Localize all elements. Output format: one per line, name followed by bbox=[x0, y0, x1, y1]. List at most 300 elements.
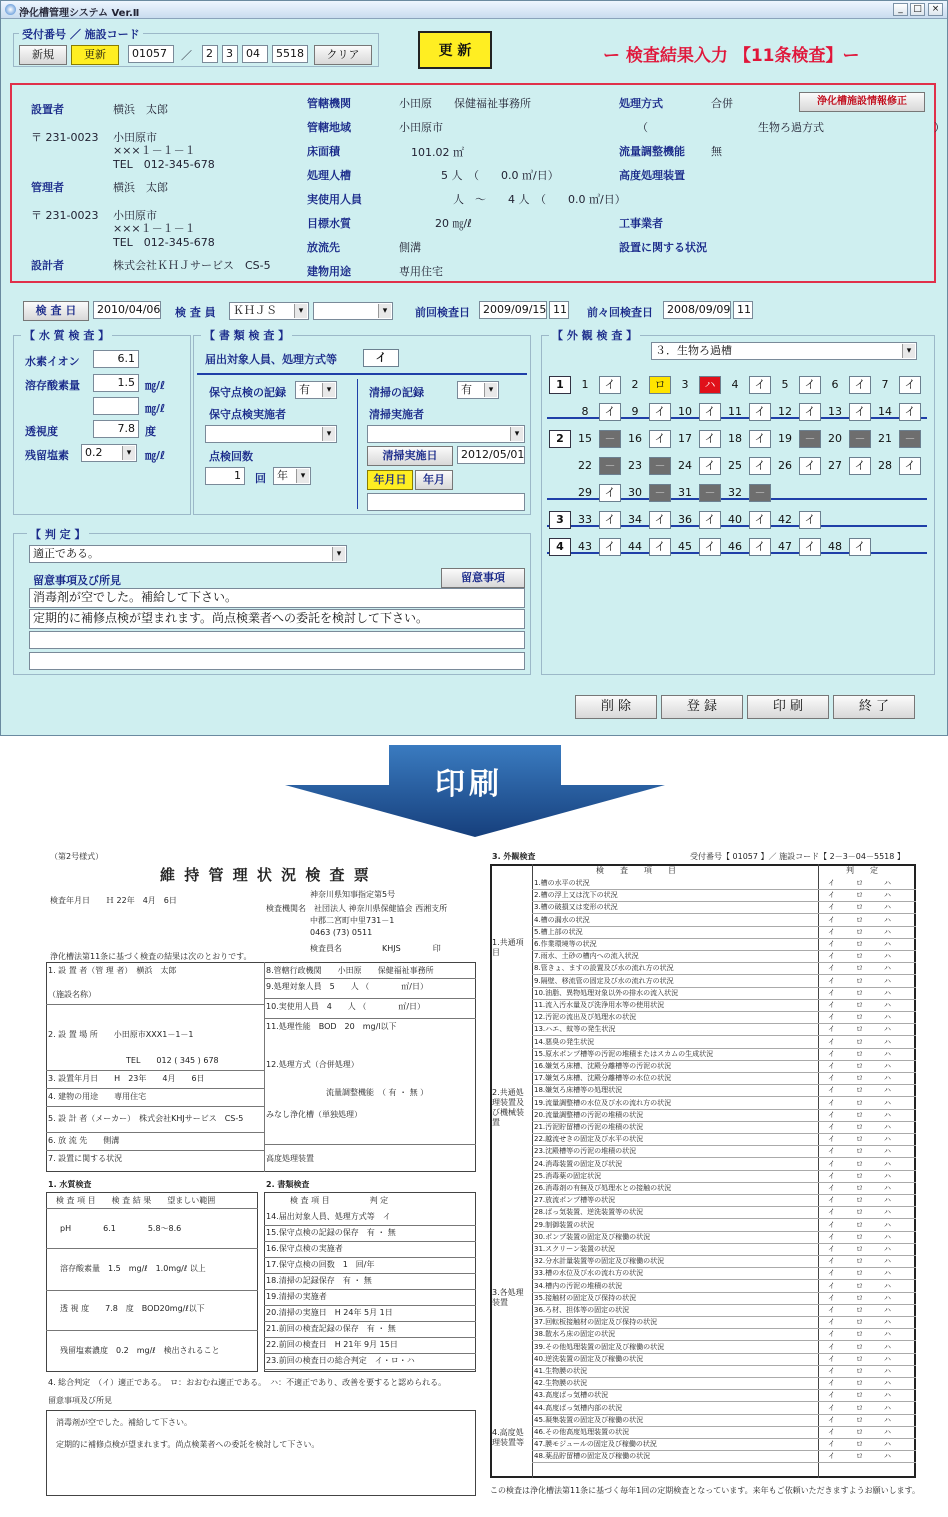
report-r5: 3. 設置年月日 H 23年 4月 6日 bbox=[48, 1074, 205, 1083]
report-vis-item: 24.消毒装置の固定及び状況 bbox=[534, 1159, 623, 1168]
visual-item-judge[interactable]: イ bbox=[699, 457, 721, 475]
outlet-value: 側溝 bbox=[399, 241, 421, 254]
agency-label: 管轄機関 bbox=[307, 97, 351, 110]
do2-input[interactable] bbox=[93, 397, 139, 415]
modify-facility-button[interactable]: 浄化槽施設情報修正 bbox=[799, 92, 925, 112]
reception-label: 受付番号 ／ 施設コード bbox=[19, 26, 143, 42]
report-vis-item: 22.越流せきの固定及び水平の状況 bbox=[534, 1135, 644, 1144]
target-quality-value: 20 ㎎/ℓ bbox=[435, 217, 472, 230]
report-vis-item: 2.槽の浮上又は沈下の状況 bbox=[534, 891, 618, 900]
visual-item-judge[interactable]: イ bbox=[899, 457, 921, 475]
close-icon[interactable]: × bbox=[928, 3, 943, 16]
actual-users-value: 人 ～ 4 人 （ 0.0 ㎥/日） bbox=[453, 193, 626, 206]
visual-item-judge[interactable]: イ bbox=[649, 538, 671, 556]
report-vis-item: 42.生物膜の状況 bbox=[534, 1379, 588, 1388]
visual-item-judge[interactable]: イ bbox=[849, 538, 871, 556]
visual-item-number: 28 bbox=[878, 459, 892, 472]
report-vis-judge: イ ロ ハ bbox=[828, 1391, 891, 1400]
visual-title: 【 外 観 検 査 】 bbox=[549, 327, 640, 343]
visual-item-number: 19 bbox=[778, 432, 792, 445]
report-line bbox=[264, 1241, 476, 1242]
inspector-select[interactable]: ＫＨＪＳ ▾ bbox=[229, 302, 309, 320]
report-vis-item: 5.槽上部の状況 bbox=[534, 927, 583, 936]
visual-item-judge[interactable]: － bbox=[699, 484, 721, 502]
exit-button[interactable]: 終 了 bbox=[833, 695, 915, 719]
visual-item-number: 18 bbox=[728, 432, 742, 445]
visual-item-number: 31 bbox=[678, 486, 692, 499]
advanced-label: 高度処理装置 bbox=[619, 169, 685, 182]
report-vis-col2 bbox=[818, 864, 819, 1478]
code-field-4[interactable]: 5518 bbox=[272, 45, 308, 63]
report-vis-item: 8.管きょ、ますの設置及び水の流れ方の状況 bbox=[534, 964, 674, 973]
report-vis-item: 39.その他処理装置の固定及び稼働の状況 bbox=[534, 1342, 665, 1351]
report-vis-item: 30.ポンプ装置の固定及び稼働の状況 bbox=[534, 1232, 651, 1241]
do-input[interactable]: 1.5 bbox=[93, 374, 139, 392]
code-field-2[interactable]: 3 bbox=[222, 45, 238, 63]
report-vis-judge: イ ロ ハ bbox=[828, 1367, 891, 1375]
report-r3: 2. 設 置 場 所 小田原市XXX1－1－1 bbox=[48, 1030, 194, 1039]
report-line bbox=[46, 1150, 264, 1151]
report-dc-header: 検 査 項 目 判 定 bbox=[290, 1196, 389, 1205]
report-inspector: 検査員名 KHJS 印 bbox=[310, 944, 441, 953]
code-field-1[interactable]: 2 bbox=[202, 45, 218, 63]
inspection-date-input[interactable]: 2010/04/06 bbox=[93, 301, 161, 319]
clarity-label: 透視度 bbox=[25, 425, 58, 438]
method-detail: （ 生物ろ過方式 ） bbox=[637, 121, 945, 134]
visual-item-number: 48 bbox=[828, 540, 842, 553]
visual-item-number: 20 bbox=[828, 432, 842, 445]
report-vis-judge: イ ロ ハ bbox=[828, 1354, 891, 1363]
report-line bbox=[46, 1330, 258, 1331]
report-wq-header: 検 査 項 目 検 査 結 果 望ましい範囲 bbox=[56, 1196, 216, 1205]
report-notes-label: 留意事項及び所見 bbox=[48, 1396, 112, 1405]
visual-item-judge[interactable]: イ bbox=[599, 403, 621, 421]
notify-label: 届出対象人員、処理方式等 bbox=[205, 353, 337, 366]
delete-button[interactable]: 削 除 bbox=[575, 695, 657, 719]
report-vis-col1 bbox=[532, 864, 533, 1478]
report-dc-row: 14.届出対象人員、処理方式等 イ bbox=[266, 1212, 391, 1221]
clean-date-input[interactable]: 2012/05/01 bbox=[457, 446, 525, 464]
visual-item-judge[interactable]: イ bbox=[749, 457, 771, 475]
visual-item-number: 8 bbox=[581, 405, 589, 418]
report-dc-row: 23.前回の検査日の総合判定 イ・ロ・ハ bbox=[266, 1356, 415, 1365]
visual-item-judge[interactable]: － bbox=[799, 430, 821, 448]
installer-label: 設置者 bbox=[31, 103, 64, 116]
report-vis-item: 15.原水ポンプ槽等の汚泥の堆積またはスカムの生成状況 bbox=[534, 1049, 714, 1058]
designer-label: 設計者 bbox=[31, 259, 64, 272]
clear-button[interactable]: クリア bbox=[314, 45, 372, 65]
maint-count-input[interactable]: 1 bbox=[205, 467, 245, 485]
visual-item-number: 6 bbox=[831, 378, 839, 391]
report-vis-item: 40.逆洗装置の固定及び稼働の状況 bbox=[534, 1354, 644, 1363]
do2-unit: ㎎/ℓ bbox=[145, 402, 166, 415]
report-line bbox=[46, 1132, 264, 1133]
maint-count-period-select[interactable]: 年 ▾ bbox=[273, 467, 311, 485]
report-r4: TEL 012 ( 345 ) 678 bbox=[126, 1056, 219, 1065]
report-vis-judge: イ ロ ハ bbox=[828, 1281, 891, 1290]
report-wq-table bbox=[46, 1192, 258, 1372]
visual-item-judge[interactable]: イ bbox=[849, 457, 871, 475]
capacity-value: 5 人 （ 0.0 ㎥/日） bbox=[441, 169, 559, 182]
report-vis-item: 21.汚泥貯留槽の汚泥の堆積の状況 bbox=[534, 1123, 644, 1131]
report-vis-judge: イ ロ ハ bbox=[828, 1074, 891, 1083]
report-vis-item: 1.槽の水平の状況 bbox=[534, 879, 590, 887]
ymd-button[interactable]: 年月日 bbox=[367, 470, 413, 490]
report-vis-h2: 判 定 bbox=[846, 866, 878, 875]
prev2-date: 2008/09/09 bbox=[663, 301, 731, 319]
installer-address-2: ×××１－１－１ bbox=[113, 144, 196, 157]
report-vis-judge: イ ロ ハ bbox=[828, 976, 891, 985]
report-vis-judge: イ ロ ハ bbox=[828, 1049, 891, 1058]
visual-row-label: 4 bbox=[549, 538, 571, 556]
visual-item-number: 32 bbox=[728, 486, 742, 499]
building-use-value: 専用住宅 bbox=[399, 265, 443, 278]
report-r7: 5. 設 計 者（メーカー） 株式会社KHJサービス CS-5 bbox=[48, 1114, 244, 1123]
report-line bbox=[264, 1225, 476, 1226]
clarity-input[interactable]: 7.8 bbox=[93, 420, 139, 438]
report-vis-item: 6.作業環境等の状況 bbox=[534, 940, 597, 948]
report-vis-item: 34.槽内の汚泥の堆積の状況 bbox=[534, 1281, 623, 1290]
visual-item-judge[interactable]: イ bbox=[599, 376, 621, 394]
report-vis-g4: 4.高度処理装置等 bbox=[492, 1428, 524, 1447]
clean-inspector-label: 清掃実施者 bbox=[369, 408, 424, 421]
visual-item-number: 24 bbox=[678, 459, 692, 472]
report-m1: 8.管轄行政機関 小田原 保健福祉事務所 bbox=[266, 966, 434, 975]
report-vis-judge: イ ロ ハ bbox=[828, 1220, 891, 1229]
report-vis-judge: イ ロ ハ bbox=[828, 903, 891, 912]
report-vis-item: 35.接触材の固定及び保持の状況 bbox=[534, 1293, 637, 1302]
visual-item-number: 33 bbox=[578, 513, 592, 526]
visual-item-number: 40 bbox=[728, 513, 742, 526]
manager-label: 管理者 bbox=[31, 181, 64, 194]
report-line bbox=[46, 1070, 264, 1071]
new-button[interactable]: 新規 bbox=[19, 45, 67, 65]
report-dc-row: 17.保守点検の回数 1 回/年 bbox=[266, 1260, 375, 1269]
report-foot: この検査は浄化槽法第11条に基づく毎年1回の定期検査となっています。来年もご依頼いただきますようお願いします。 bbox=[490, 1486, 920, 1495]
visual-item-judge[interactable]: イ bbox=[899, 376, 921, 394]
agency-value: 小田原 保健福祉事務所 bbox=[399, 97, 531, 110]
report-vis-item: 3.槽の破損又は変形の状況 bbox=[534, 903, 618, 912]
app-icon bbox=[5, 4, 16, 15]
visual-item-judge[interactable]: イ bbox=[699, 403, 721, 421]
manager-zip: 〒 231-0023 bbox=[31, 209, 99, 222]
flow-label: 流量調整機能 bbox=[619, 145, 685, 158]
visual-item-judge[interactable]: － bbox=[899, 430, 921, 448]
docs-vdivider bbox=[357, 379, 358, 509]
report-vis-item: 33.槽の水位及び水の流れ方の状況 bbox=[534, 1269, 644, 1278]
visual-item-judge[interactable]: イ bbox=[699, 430, 721, 448]
visual-item-judge[interactable]: － bbox=[599, 457, 621, 475]
ym-button[interactable]: 年月 bbox=[415, 470, 453, 490]
visual-item-judge[interactable]: － bbox=[599, 430, 621, 448]
report-line bbox=[264, 1305, 476, 1306]
visual-item-judge[interactable]: ロ bbox=[649, 376, 671, 394]
visual-method-select[interactable]: ３．生物ろ過槽 ▾ bbox=[651, 342, 917, 360]
report-vis-judge: イ ロ ハ bbox=[828, 1037, 891, 1046]
notes-label: 留意事項及び所見 bbox=[33, 574, 121, 587]
visual-item-judge[interactable]: イ bbox=[799, 457, 821, 475]
note-line-1[interactable]: 消毒剤が空でした。補給して下さい。 bbox=[29, 588, 525, 608]
visual-item-judge[interactable]: イ bbox=[899, 403, 921, 421]
notify-input[interactable]: イ bbox=[363, 349, 399, 367]
maximize-icon[interactable]: □ bbox=[910, 3, 925, 16]
report-vis-item: 45.凝集装置の固定及び稼働の状況 bbox=[534, 1415, 644, 1424]
minimize-icon[interactable]: _ bbox=[893, 3, 908, 16]
report-vis-item: 29.制御装置の状況 bbox=[534, 1220, 595, 1229]
visual-item-number: 21 bbox=[878, 432, 892, 445]
target-quality-label: 目標水質 bbox=[307, 217, 351, 230]
visual-item-judge[interactable]: イ bbox=[649, 403, 671, 421]
report-dc-title: 2. 書類検査 bbox=[266, 1180, 310, 1189]
visual-item-number: 7 bbox=[881, 378, 889, 391]
report-vis-judge: イ ロ ハ bbox=[828, 1379, 891, 1388]
update-button[interactable]: 更 新 bbox=[418, 31, 492, 69]
inspection-date-button[interactable]: 検 査 日 bbox=[23, 301, 89, 321]
register-button[interactable]: 登 録 bbox=[661, 695, 743, 719]
note-line-4[interactable] bbox=[29, 652, 525, 670]
receipt-number-input[interactable]: 01057 bbox=[128, 45, 174, 63]
report-vis-g2: 2.共通処理装置及び機械装置 bbox=[492, 1088, 524, 1127]
note-line-2[interactable]: 定期的に補修点検が望まれます。尚点検業者への委託を検討して下さい。 bbox=[29, 609, 525, 629]
visual-item-judge[interactable]: イ bbox=[599, 511, 621, 529]
report-vis-item: 36.ろ材、担体等の固定の状況 bbox=[534, 1306, 630, 1314]
report-vis-judge: イ ロ ハ bbox=[828, 1013, 891, 1022]
report-line bbox=[264, 1257, 476, 1258]
installer-tel: TEL 012-345-678 bbox=[113, 158, 215, 171]
visual-item-judge[interactable]: イ bbox=[749, 403, 771, 421]
report-vis-item: 41.生物膜の状況 bbox=[534, 1367, 588, 1375]
report-vis-judge: イ ロ ハ bbox=[828, 1415, 891, 1424]
report-vis-no: 受付番号【 01057 】／ 施設コード【 2－3－04－5518 】 bbox=[690, 852, 905, 861]
visual-item-judge[interactable]: イ bbox=[749, 376, 771, 394]
report-vis-item: 12.汚泥の流出及び処理水の状況 bbox=[534, 1013, 637, 1022]
chlorine-unit: ㎎/ℓ bbox=[145, 449, 166, 462]
report-vis-judge: イ ロ ハ bbox=[828, 1269, 891, 1278]
visual-item-judge[interactable]: イ bbox=[799, 538, 821, 556]
maint-record-select[interactable]: 有 ▾ bbox=[295, 381, 337, 399]
report-vis-item: 7.雨水、土砂の槽内への流入状況 bbox=[534, 952, 639, 961]
visual-item-number: 29 bbox=[578, 486, 592, 499]
previous-count: 11 bbox=[549, 301, 569, 319]
area-value: 小田原市 bbox=[399, 121, 443, 134]
clean-record-label: 清掃の記録 bbox=[369, 386, 424, 399]
report-line bbox=[264, 1337, 476, 1338]
maint-inspector-select[interactable] bbox=[205, 425, 337, 443]
report-form: （第2号様式） bbox=[50, 852, 104, 861]
report-vis-item: 27.放流ポンプ槽等の状況 bbox=[534, 1196, 616, 1205]
report-m3: 10.実使用人員 4 人 （ ㎥/日） bbox=[266, 1002, 426, 1011]
visual-item-number: 4 bbox=[731, 378, 739, 391]
report-vis-item: 23.沈殿槽等の汚泥の堆積の状況 bbox=[534, 1147, 637, 1156]
floor-label: 床面積 bbox=[307, 145, 340, 158]
print-arrow bbox=[285, 745, 665, 837]
report-dc-row: 22.前回の検査日 H 21年 9月 15日 bbox=[266, 1340, 398, 1349]
visual-item-number: 3 bbox=[681, 378, 689, 391]
visual-item-judge[interactable]: － bbox=[649, 457, 671, 475]
visual-item-number: 26 bbox=[778, 459, 792, 472]
report-line bbox=[264, 1289, 476, 1290]
report-vis-judge: イ ロ ハ bbox=[828, 1232, 891, 1241]
visual-item-judge[interactable]: イ bbox=[649, 430, 671, 448]
visual-item-judge[interactable]: イ bbox=[749, 538, 771, 556]
report-line bbox=[264, 1273, 476, 1274]
chlorine-select[interactable]: 0.2 ▾ bbox=[81, 444, 137, 462]
inspector2-select[interactable] bbox=[313, 302, 393, 320]
report-vis-item: 46.その他高度処理装置の状況 bbox=[534, 1428, 630, 1436]
report-line bbox=[264, 1369, 476, 1370]
report-vis-judge: イ ロ ハ bbox=[828, 1147, 891, 1156]
manager-address-1: 小田原市 bbox=[113, 209, 157, 222]
report-vis-item: 20.流量調整槽の汚泥の堆積の状況 bbox=[534, 1110, 644, 1119]
prev2-count: 11 bbox=[733, 301, 753, 319]
report-vis-judge: イ ロ ハ bbox=[828, 1159, 891, 1168]
visual-item-judge[interactable]: イ bbox=[599, 538, 621, 556]
prev2-date-label: 前々回検査日 bbox=[587, 306, 653, 319]
code-field-3[interactable]: 04 bbox=[242, 45, 268, 63]
visual-item-judge[interactable]: イ bbox=[699, 511, 721, 529]
visual-item-judge[interactable]: イ bbox=[849, 376, 871, 394]
clean-inspector-select[interactable] bbox=[367, 425, 525, 443]
report-vis-judge: イ ロ ハ bbox=[828, 1025, 891, 1034]
visual-item-judge[interactable]: イ bbox=[849, 403, 871, 421]
clean-record-select[interactable]: 有 ▾ bbox=[457, 381, 499, 399]
report-vis-judge: イ ロ ハ bbox=[828, 988, 891, 997]
visual-item-judge[interactable]: － bbox=[749, 484, 771, 502]
visual-item-number: 11 bbox=[728, 405, 742, 418]
visual-item-judge[interactable]: イ bbox=[799, 376, 821, 394]
report-vis-item: 32.分水計量装置等の固定及び稼働の状況 bbox=[534, 1257, 665, 1266]
report-vis-judge: イ ロ ハ bbox=[828, 915, 891, 924]
report-vis-item: 44.高度ばっ気槽内部の状況 bbox=[534, 1403, 623, 1412]
clarity-unit: 度 bbox=[145, 425, 156, 438]
report-judge: 4. 総合判定 （イ）適正である。 ロ：おおむね適正である。 ハ：不適正であり、改善を要すると認められる。 bbox=[48, 1378, 447, 1387]
report-line bbox=[264, 1018, 476, 1019]
report-vis-judge: イ ロ ハ bbox=[828, 1293, 891, 1302]
note-line-3[interactable] bbox=[29, 631, 525, 649]
report-vis-item: 31.スクリーン装置の状況 bbox=[534, 1245, 615, 1253]
print-button[interactable]: 印 刷 bbox=[747, 695, 829, 719]
maint-inspector-label: 保守点検実施者 bbox=[209, 408, 286, 421]
visual-item-judge[interactable]: イ bbox=[749, 511, 771, 529]
previous-date-label: 前回検査日 bbox=[415, 306, 470, 319]
designer-name: 株式会社ＫＨＪサービス CS-5 bbox=[113, 259, 271, 272]
report-vis-judge: イ ロ ハ bbox=[828, 1318, 891, 1327]
arrow-label: 印刷 bbox=[435, 767, 503, 802]
report-dc-row: 15.保守点検の記録の保存 有 ・ 無 bbox=[266, 1228, 396, 1237]
report-vis-item: 16.嫌気ろ床槽、沈殿分離槽等の汚泥の状況 bbox=[534, 1062, 672, 1070]
visual-item-judge[interactable]: イ bbox=[749, 430, 771, 448]
visual-item-number: 46 bbox=[728, 540, 742, 553]
report-right-page bbox=[486, 848, 942, 1508]
visual-row-label: 2 bbox=[549, 430, 571, 448]
visual-item-judge[interactable]: イ bbox=[599, 484, 621, 502]
visual-item-number: 13 bbox=[828, 405, 842, 418]
report-vis-item: 4.槽の漏水の状況 bbox=[534, 915, 590, 924]
visual-item-judge[interactable]: イ bbox=[799, 403, 821, 421]
visual-item-number: 22 bbox=[578, 459, 592, 472]
report-dc-row: 20.清掃の実施日 H 24年 5月 1日 bbox=[266, 1308, 393, 1317]
report-vis-judge: イ ロ ハ bbox=[828, 1428, 891, 1436]
docs-divider bbox=[197, 373, 527, 375]
report-dc-row: 21.前回の検査記録の保存 有 ・ 無 bbox=[266, 1324, 396, 1333]
visual-item-number: 30 bbox=[628, 486, 642, 499]
report-line bbox=[46, 1106, 264, 1107]
report-vis-judge: イ ロ ハ bbox=[828, 1330, 891, 1339]
report-agency: 神奈川県知事指定第5号 bbox=[310, 890, 396, 899]
report-left-page bbox=[40, 848, 480, 1508]
installer-zip: 〒 231-0023 bbox=[31, 131, 99, 144]
visual-item-number: 15 bbox=[578, 432, 592, 445]
report-title: 維 持 管 理 状 況 検 査 票 bbox=[160, 866, 371, 884]
visual-item-judge[interactable]: － bbox=[849, 430, 871, 448]
visual-item-judge[interactable]: イ bbox=[699, 538, 721, 556]
report-m7: みなし浄化槽（単独処理） bbox=[266, 1110, 362, 1119]
visual-row-label: 1 bbox=[549, 376, 571, 394]
visual-item-number: 1 bbox=[581, 378, 589, 391]
chlorine-label: 残留塩素 bbox=[25, 449, 69, 462]
report-vis-item: 9.隔壁、移流管の固定及び水の流れ方の状況 bbox=[534, 976, 674, 985]
notes-button[interactable]: 留意事項 bbox=[441, 568, 525, 588]
visual-item-number: 23 bbox=[628, 459, 642, 472]
visual-item-number: 14 bbox=[878, 405, 892, 418]
report-vis-judge: イ ロ ハ bbox=[828, 1342, 891, 1351]
clean-date-button[interactable]: 清掃実施日 bbox=[367, 446, 453, 466]
report-line bbox=[46, 1248, 258, 1249]
visual-item-judge[interactable]: イ bbox=[799, 511, 821, 529]
visual-item-number: 16 bbox=[628, 432, 642, 445]
visual-item-judge[interactable]: － bbox=[649, 484, 671, 502]
report-vis-item: 10.油脂、異物処理対象以外の排水の流入状況 bbox=[534, 988, 679, 997]
visual-item-number: 42 bbox=[778, 513, 792, 526]
actual-users-label: 実使用人員 bbox=[307, 193, 362, 206]
report-vis-g3: 3.各処理装置 bbox=[492, 1288, 524, 1307]
report-r2: （施設名称） bbox=[48, 990, 96, 999]
report-vis-judge: イ ロ ハ bbox=[828, 1098, 891, 1107]
report-vis-g1: 1.共通項目 bbox=[492, 938, 524, 957]
visual-item-number: 5 bbox=[781, 378, 789, 391]
report-dc-row: 19.清掃の実施者 bbox=[266, 1292, 327, 1301]
ph-input[interactable]: 6.1 bbox=[93, 350, 139, 368]
visual-item-number: 44 bbox=[628, 540, 642, 553]
report-vis-judge: イ ロ ハ bbox=[828, 940, 891, 948]
update-mode-button[interactable]: 更新 bbox=[71, 45, 119, 65]
visual-item-judge[interactable]: イ bbox=[649, 511, 671, 529]
report-line bbox=[46, 1004, 264, 1005]
report-vis-judge: イ ロ ハ bbox=[828, 1440, 891, 1449]
report-r1: 1. 設 置 者（管 理 者） 横浜 太郎 bbox=[48, 966, 177, 975]
water-title: 【 水 質 検 査 】 bbox=[21, 327, 112, 343]
report-vis-judge: イ ロ ハ bbox=[828, 1196, 891, 1205]
maint-count-label: 点検回数 bbox=[209, 450, 253, 463]
visual-item-number: 25 bbox=[728, 459, 742, 472]
maint-record-label: 保守点検の記録 bbox=[209, 386, 286, 399]
report-line bbox=[532, 1462, 916, 1463]
report-line bbox=[46, 1208, 258, 1209]
report-tel: 0463 (73) 0511 bbox=[310, 928, 373, 937]
report-vis-judge: イ ロ ハ bbox=[828, 952, 891, 961]
docs-title: 【 書 類 検 査 】 bbox=[201, 327, 292, 343]
report-note2: 定期的に補修点検が望まれます。尚点検業者への委託を検討して下さい。 bbox=[56, 1440, 320, 1449]
report-line bbox=[264, 1144, 476, 1145]
floor-value: 101.02 ㎡ bbox=[411, 146, 464, 159]
judge-select[interactable]: 適正である。 ▾ bbox=[29, 545, 347, 563]
report-intro: 浄化槽法第11条に基づく検査の結果は次のとおりです。 bbox=[50, 952, 252, 961]
report-info-divider bbox=[264, 962, 265, 1172]
visual-row-label: 3 bbox=[549, 511, 571, 529]
clean-extra-input[interactable] bbox=[367, 493, 525, 511]
report-wq3: 透 視 度 7.8 度 BOD20mg/ℓ以下 bbox=[60, 1304, 205, 1313]
visual-item-judge[interactable]: ハ bbox=[699, 376, 721, 394]
